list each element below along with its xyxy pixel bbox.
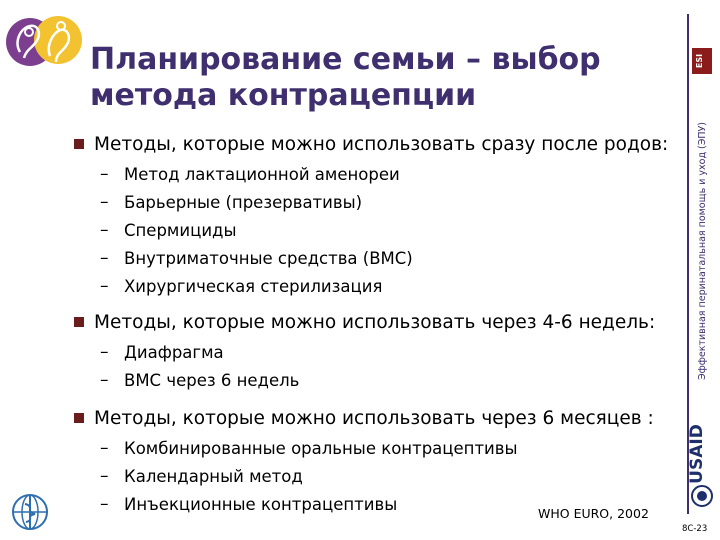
section-heading-text: Методы, которые можно использовать через 6 месяцев : [94, 407, 654, 429]
usaid-logo-icon [686, 404, 718, 508]
section-heading-text: Методы, которые можно использовать через 4-6 недель: [94, 311, 656, 333]
page-title [90, 42, 650, 114]
square-bullet-icon [74, 413, 84, 423]
dash-marker: – [100, 220, 109, 240]
source-credit: WHO EURO, 2002 [538, 506, 649, 521]
dash-marker: – [100, 276, 109, 296]
title-line-2: метода контрацепции [90, 78, 477, 113]
dash-marker: – [100, 248, 109, 268]
list-item-text: Календарный метод [124, 466, 303, 486]
family-logo-icon [4, 8, 84, 76]
square-bullet-icon [74, 317, 84, 327]
list-item-text: Спермициды [124, 220, 237, 240]
list-item-text: Диафрагма [124, 342, 224, 362]
dash-marker: – [100, 192, 109, 212]
slide-number: 8C-23 [682, 524, 708, 534]
dash-marker: – [100, 466, 109, 486]
section-heading-text: Методы, которые можно использовать сразу после родов: [94, 133, 669, 155]
dash-marker: – [100, 494, 109, 514]
who-emblem-icon [8, 490, 52, 534]
title-line-1: Планирование семьи – выбор [90, 42, 601, 77]
list-item-text: Метод лактационной аменореи [124, 164, 400, 184]
list-item-text: ВМС через 6 недель [124, 370, 300, 390]
list-item [70, 366, 690, 394]
square-bullet-icon [74, 139, 84, 149]
content-list [70, 128, 690, 518]
list-item [70, 188, 690, 216]
spacer [70, 394, 690, 402]
list-item-text: Внутриматочные средства (ВМС) [124, 248, 413, 268]
section-heading [70, 306, 690, 338]
list-item [70, 160, 690, 188]
sidebar-vertical-text: Эффективная перинатальная помощь и уход (ЭПУ) [697, 121, 708, 380]
dash-marker: – [100, 438, 109, 458]
usaid-logo-text: USAID [687, 424, 707, 484]
esi-logo-text: ESI [695, 53, 704, 69]
list-item [70, 216, 690, 244]
list-item [70, 338, 690, 366]
list-item [70, 244, 690, 272]
esi-logo-icon [692, 48, 712, 74]
dash-marker: – [100, 342, 109, 362]
list-item [70, 462, 690, 490]
list-item-text: Инъекционные контрацептивы [124, 494, 398, 514]
list-item [70, 434, 690, 462]
section-heading [70, 402, 690, 434]
list-item-text: Комбинированные оральные контрацептивы [124, 438, 518, 458]
list-item [70, 272, 690, 300]
dash-marker: – [100, 164, 109, 184]
section-heading [70, 128, 690, 160]
list-item-text: Барьерные (презервативы) [124, 192, 363, 212]
list-item-text: Хирургическая стерилизация [124, 276, 383, 296]
dash-marker: – [100, 370, 109, 390]
